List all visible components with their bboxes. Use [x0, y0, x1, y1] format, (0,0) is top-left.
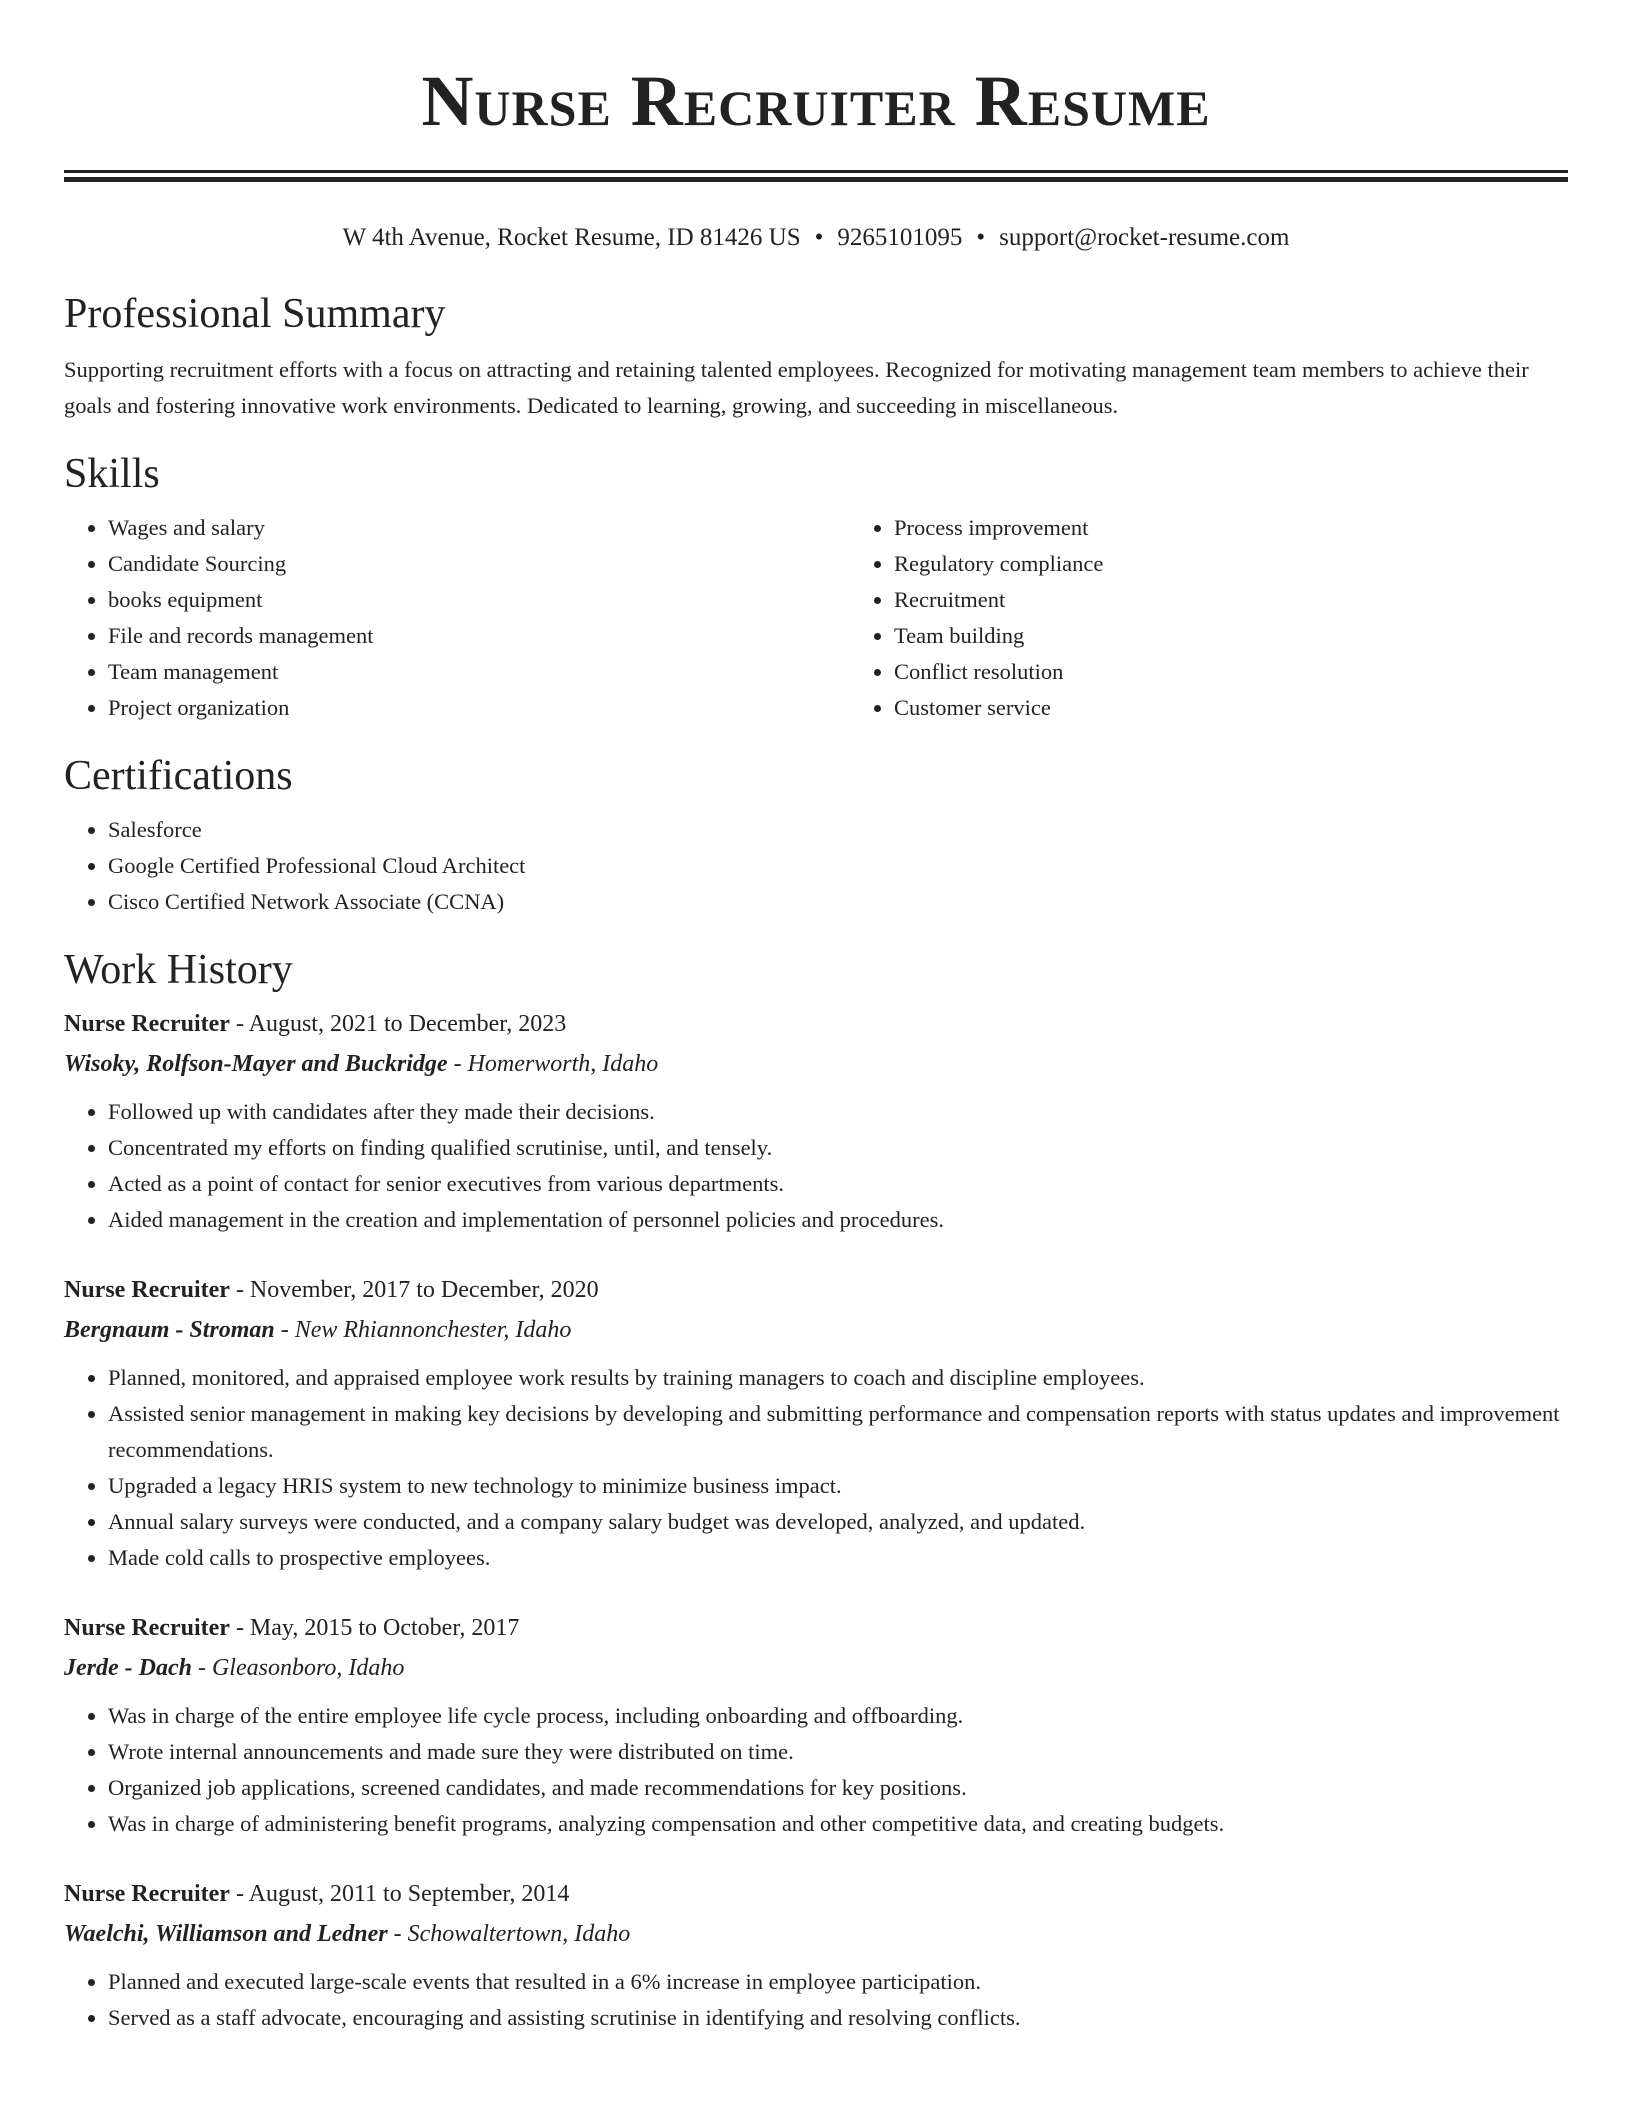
contact-separator: •: [814, 224, 824, 251]
job-employer: [64, 1648, 1568, 1688]
job-dates: - August, 2021 to December, 2023: [235, 1011, 567, 1037]
job-employer: [64, 1310, 1568, 1350]
skills-list-right: [850, 510, 1632, 726]
certifications-heading: Certifications: [64, 753, 293, 799]
title-double-rule: [64, 170, 1568, 182]
certification-item: • Salesforce: [108, 812, 1568, 848]
job-header: [64, 1608, 1568, 1648]
skill-item: • Customer service: [894, 690, 1632, 726]
resume-title: Nurse Recruiter Resume: [421, 61, 1211, 141]
skill-item: • Wages and salary: [108, 510, 850, 546]
job-location: - New Rhiannonchester, Idaho: [280, 1317, 572, 1343]
job-company: Wisoky, Rolfson-Mayer and Buckridge: [64, 1051, 448, 1077]
skill-item: • Team management: [108, 654, 850, 690]
job-duty: • Acted as a point of contact for senior executives from various departments.: [108, 1166, 1568, 1202]
contact-address: W 4th Avenue, Rocket Resume, ID 81426 US: [342, 224, 801, 251]
job-entry: [64, 1874, 1568, 2036]
job-duty: • Planned and executed large-scale events that resulted in a 6% increase in employee participation.: [108, 1964, 1568, 2000]
job-duty: • Upgraded a legacy HRIS system to new technology to minimize business impact.: [108, 1468, 1568, 1504]
job-company: Jerde - Dach: [64, 1655, 192, 1681]
job-duty: • Planned, monitored, and appraised employee work results by training managers to coach and discipline employees.: [108, 1360, 1568, 1396]
job-entry: [64, 1270, 1568, 1576]
skill-item: • Recruitment: [894, 582, 1632, 618]
job-entry: [64, 1004, 1568, 1238]
summary-heading: Professional Summary: [64, 291, 446, 337]
work-history-heading: Work History: [64, 947, 293, 993]
job-duties: [64, 1698, 1568, 1842]
skill-item: • Regulatory compliance: [894, 546, 1632, 582]
job-header: [64, 1270, 1568, 1310]
skill-item: • books equipment: [108, 582, 850, 618]
summary-text: Supporting recruitment efforts with a focus on attracting and retaining talented employees. Recognized for motivating management team members to achieve their goals and fostering innovative work environments. Dedicated to learning, growing, and succeeding in miscellaneous.: [64, 357, 1529, 418]
job-duty: • Wrote internal announcements and made sure they were distributed on time.: [108, 1734, 1568, 1770]
skill-item: • Candidate Sourcing: [108, 546, 850, 582]
job-company: Bergnaum - Stroman: [64, 1317, 275, 1343]
contact-phone: 9265101095: [837, 224, 963, 251]
job-employer: [64, 1914, 1568, 1954]
job-duties: [64, 1094, 1568, 1238]
job-location: - Schowaltertown, Idaho: [393, 1921, 631, 1947]
skills-heading: Skills: [64, 451, 160, 497]
skill-item: • File and records management: [108, 618, 850, 654]
job-title: Nurse Recruiter: [64, 1277, 230, 1303]
job-duty: • Was in charge of administering benefit programs, analyzing compensation and other competitive data, and creating budgets.: [108, 1806, 1568, 1842]
certification-item: • Cisco Certified Network Associate (CCNA): [108, 884, 1568, 920]
job-dates: - May, 2015 to October, 2017: [235, 1615, 520, 1641]
job-duties: [64, 1360, 1568, 1576]
job-company: Waelchi, Williamson and Ledner: [64, 1921, 388, 1947]
job-title: Nurse Recruiter: [64, 1881, 230, 1907]
skill-item: • Team building: [894, 618, 1632, 654]
contact-line: [64, 220, 1568, 256]
certifications-list: [64, 812, 1568, 920]
job-duty: • Concentrated my efforts on finding qualified scrutinise, until, and tensely.: [108, 1130, 1568, 1166]
job-employer: [64, 1044, 1568, 1084]
job-dates: - November, 2017 to December, 2020: [235, 1277, 599, 1303]
skills-list-left: [64, 510, 850, 726]
job-header: [64, 1874, 1568, 1914]
job-duties: [64, 1964, 1568, 2036]
job-duty: • Followed up with candidates after they made their decisions.: [108, 1094, 1568, 1130]
contact-separator: •: [976, 224, 986, 251]
job-location: - Homerworth, Idaho: [453, 1051, 659, 1077]
job-header: [64, 1004, 1568, 1044]
job-duty: • Made cold calls to prospective employees.: [108, 1540, 1568, 1576]
job-duty: • Was in charge of the entire employee life cycle process, including onboarding and offboarding.: [108, 1698, 1568, 1734]
job-duty: • Assisted senior management in making key decisions by developing and submitting performance and compensation reports with status updates and improvement recommendations.: [108, 1396, 1568, 1468]
certification-item: • Google Certified Professional Cloud Architect: [108, 848, 1568, 884]
job-dates: - August, 2011 to September, 2014: [235, 1881, 570, 1907]
skills-columns: [64, 510, 1568, 726]
job-duty: • Aided management in the creation and implementation of personnel policies and procedures.: [108, 1202, 1568, 1238]
contact-email: support@rocket-resume.com: [999, 224, 1290, 251]
job-duty: • Served as a staff advocate, encouraging and assisting scrutinise in identifying and resolving conflicts.: [108, 2000, 1568, 2036]
skill-item: • Process improvement: [894, 510, 1632, 546]
job-duty: • Organized job applications, screened candidates, and made recommendations for key positions.: [108, 1770, 1568, 1806]
job-title: Nurse Recruiter: [64, 1615, 230, 1641]
job-duty: • Annual salary surveys were conducted, and a company salary budget was developed, analyzed, and updated.: [108, 1504, 1568, 1540]
job-location: - Gleasonboro, Idaho: [197, 1655, 405, 1681]
job-entry: [64, 1608, 1568, 1842]
job-title: Nurse Recruiter: [64, 1011, 230, 1037]
skill-item: • Project organization: [108, 690, 850, 726]
skill-item: • Conflict resolution: [894, 654, 1632, 690]
